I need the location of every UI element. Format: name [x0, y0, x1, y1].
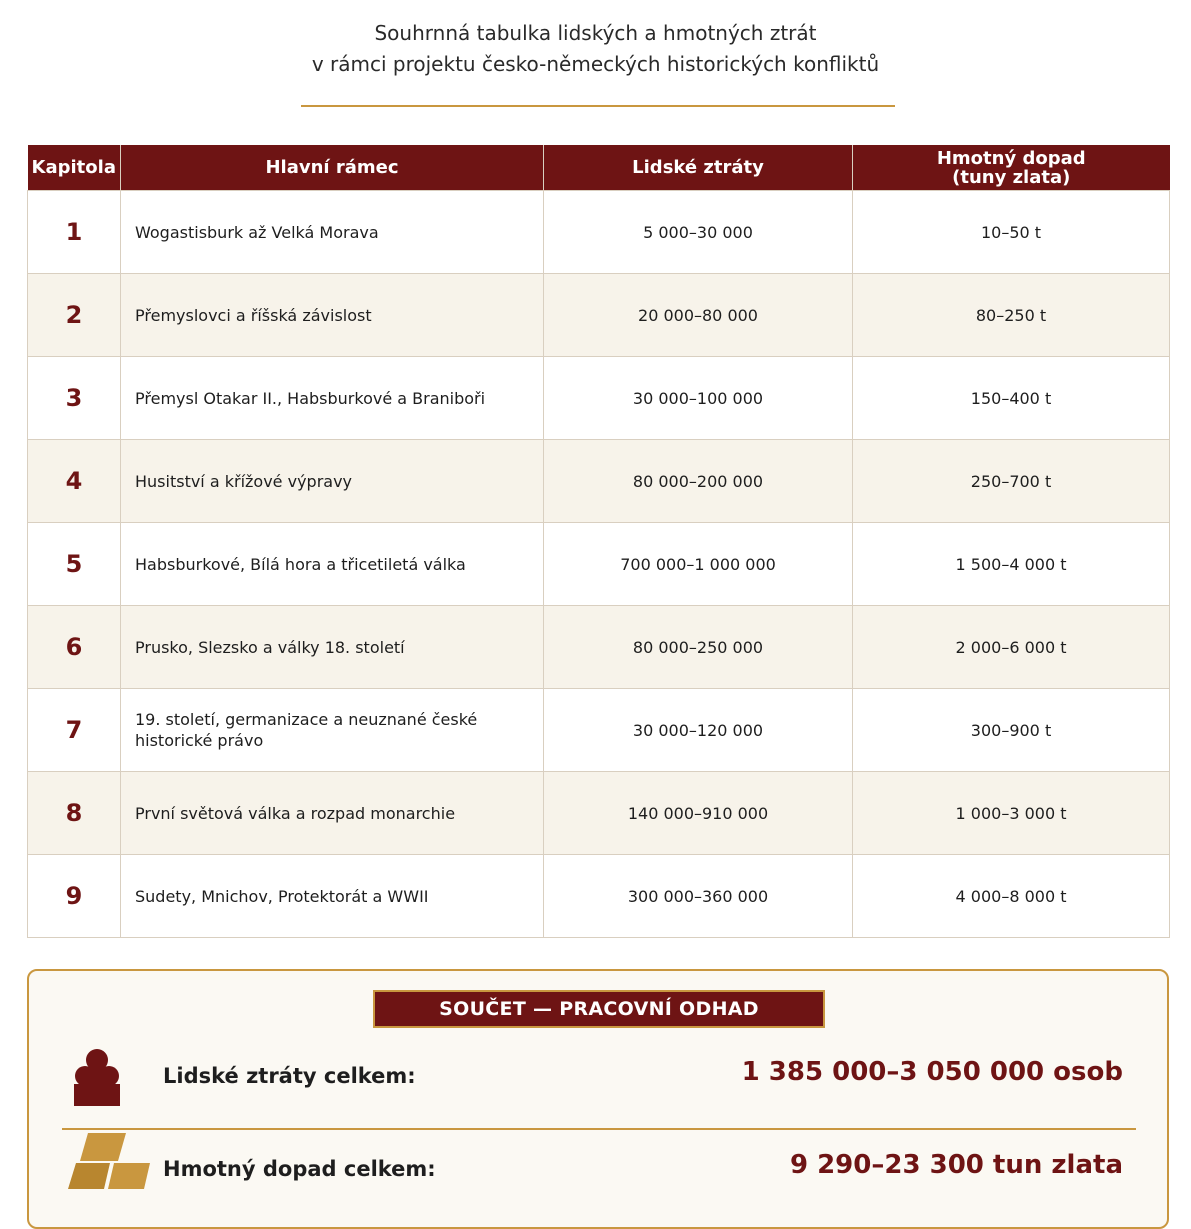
human-losses-cell: 5 000–30 000 — [544, 191, 853, 274]
header-human-losses: Lidské ztráty — [544, 145, 853, 191]
human-losses-cell: 30 000–100 000 — [544, 357, 853, 440]
summary-human-label: Lidské ztráty celkem: — [163, 1064, 416, 1088]
chapter-number-cell: 2 — [28, 274, 121, 357]
header-chapter: Kapitola — [28, 145, 121, 191]
material-impact-cell: 150–400 t — [853, 357, 1170, 440]
table-header-row — [28, 145, 1170, 191]
summary-material-label: Hmotný dopad celkem: — [163, 1157, 436, 1181]
table-row — [28, 689, 1170, 772]
main-frame-cell: Sudety, Mnichov, Protektorát a WWII — [121, 855, 544, 938]
human-losses-cell: 20 000–80 000 — [544, 274, 853, 357]
material-impact-cell: 80–250 t — [853, 274, 1170, 357]
losses-table — [27, 145, 1170, 938]
human-losses-cell: 80 000–200 000 — [544, 440, 853, 523]
material-impact-cell: 250–700 t — [853, 440, 1170, 523]
main-frame-cell: Wogastisburk až Velká Morava — [121, 191, 544, 274]
summary-heading: SOUČET — PRACOVNÍ ODHAD — [373, 990, 825, 1028]
header-material-line2: (tuny zlata) — [952, 166, 1071, 188]
main-frame-cell: Husitství a křížové výpravy — [121, 440, 544, 523]
human-losses-cell: 700 000–1 000 000 — [544, 523, 853, 606]
page-title-line1: Souhrnná tabulka lidských a hmotných ztrát — [374, 21, 817, 45]
material-impact-cell: 2 000–6 000 t — [853, 606, 1170, 689]
summary-human-value: 1 385 000–3 050 000 osob — [741, 1057, 1123, 1087]
table-row — [28, 274, 1170, 357]
header-material-impact — [853, 145, 1170, 191]
chapter-number-cell: 9 — [28, 855, 121, 938]
table-row — [28, 191, 1170, 274]
gold-bars-icon — [66, 1131, 154, 1193]
table-row — [28, 772, 1170, 855]
main-frame-cell: První světová válka a rozpad monarchie — [121, 772, 544, 855]
table-row — [28, 606, 1170, 689]
human-losses-cell: 140 000–910 000 — [544, 772, 853, 855]
table-row — [28, 440, 1170, 523]
main-frame-cell: Přemyslovci a říšská závislost — [121, 274, 544, 357]
material-impact-cell: 4 000–8 000 t — [853, 855, 1170, 938]
chapter-number-cell: 7 — [28, 689, 121, 772]
main-frame-cell: 19. století, germanizace a neuznané české historické právo — [121, 689, 544, 772]
summary-divider — [62, 1128, 1136, 1130]
main-frame-cell: Habsburkové, Bílá hora a třicetiletá válka — [121, 523, 544, 606]
chapter-number-cell: 8 — [28, 772, 121, 855]
human-losses-cell: 300 000–360 000 — [544, 855, 853, 938]
table-row — [28, 855, 1170, 938]
chapter-number-cell: 4 — [28, 440, 121, 523]
material-impact-cell: 1 500–4 000 t — [853, 523, 1170, 606]
page-title — [0, 18, 1191, 80]
table-row — [28, 523, 1170, 606]
chapter-number-cell: 3 — [28, 357, 121, 440]
people-icon — [72, 1048, 122, 1108]
summary-panel — [27, 969, 1169, 1229]
human-losses-cell: 30 000–120 000 — [544, 689, 853, 772]
material-impact-cell: 10–50 t — [853, 191, 1170, 274]
main-frame-cell: Prusko, Slezsko a války 18. století — [121, 606, 544, 689]
human-losses-cell: 80 000–250 000 — [544, 606, 853, 689]
chapter-number-cell: 1 — [28, 191, 121, 274]
title-divider — [301, 105, 895, 107]
header-frame: Hlavní rámec — [121, 145, 544, 191]
summary-material-value: 9 290–23 300 tun zlata — [789, 1150, 1123, 1180]
table-row — [28, 357, 1170, 440]
main-frame-cell: Přemysl Otakar II., Habsburkové a Braniboři — [121, 357, 544, 440]
chapter-number-cell: 5 — [28, 523, 121, 606]
material-impact-cell: 300–900 t — [853, 689, 1170, 772]
header-material-line1: Hmotný dopad — [936, 147, 1086, 169]
material-impact-cell: 1 000–3 000 t — [853, 772, 1170, 855]
page-title-line2: v rámci projektu česko-německých historických konfliktů — [311, 52, 880, 76]
chapter-number-cell: 6 — [28, 606, 121, 689]
table-body — [28, 191, 1170, 938]
